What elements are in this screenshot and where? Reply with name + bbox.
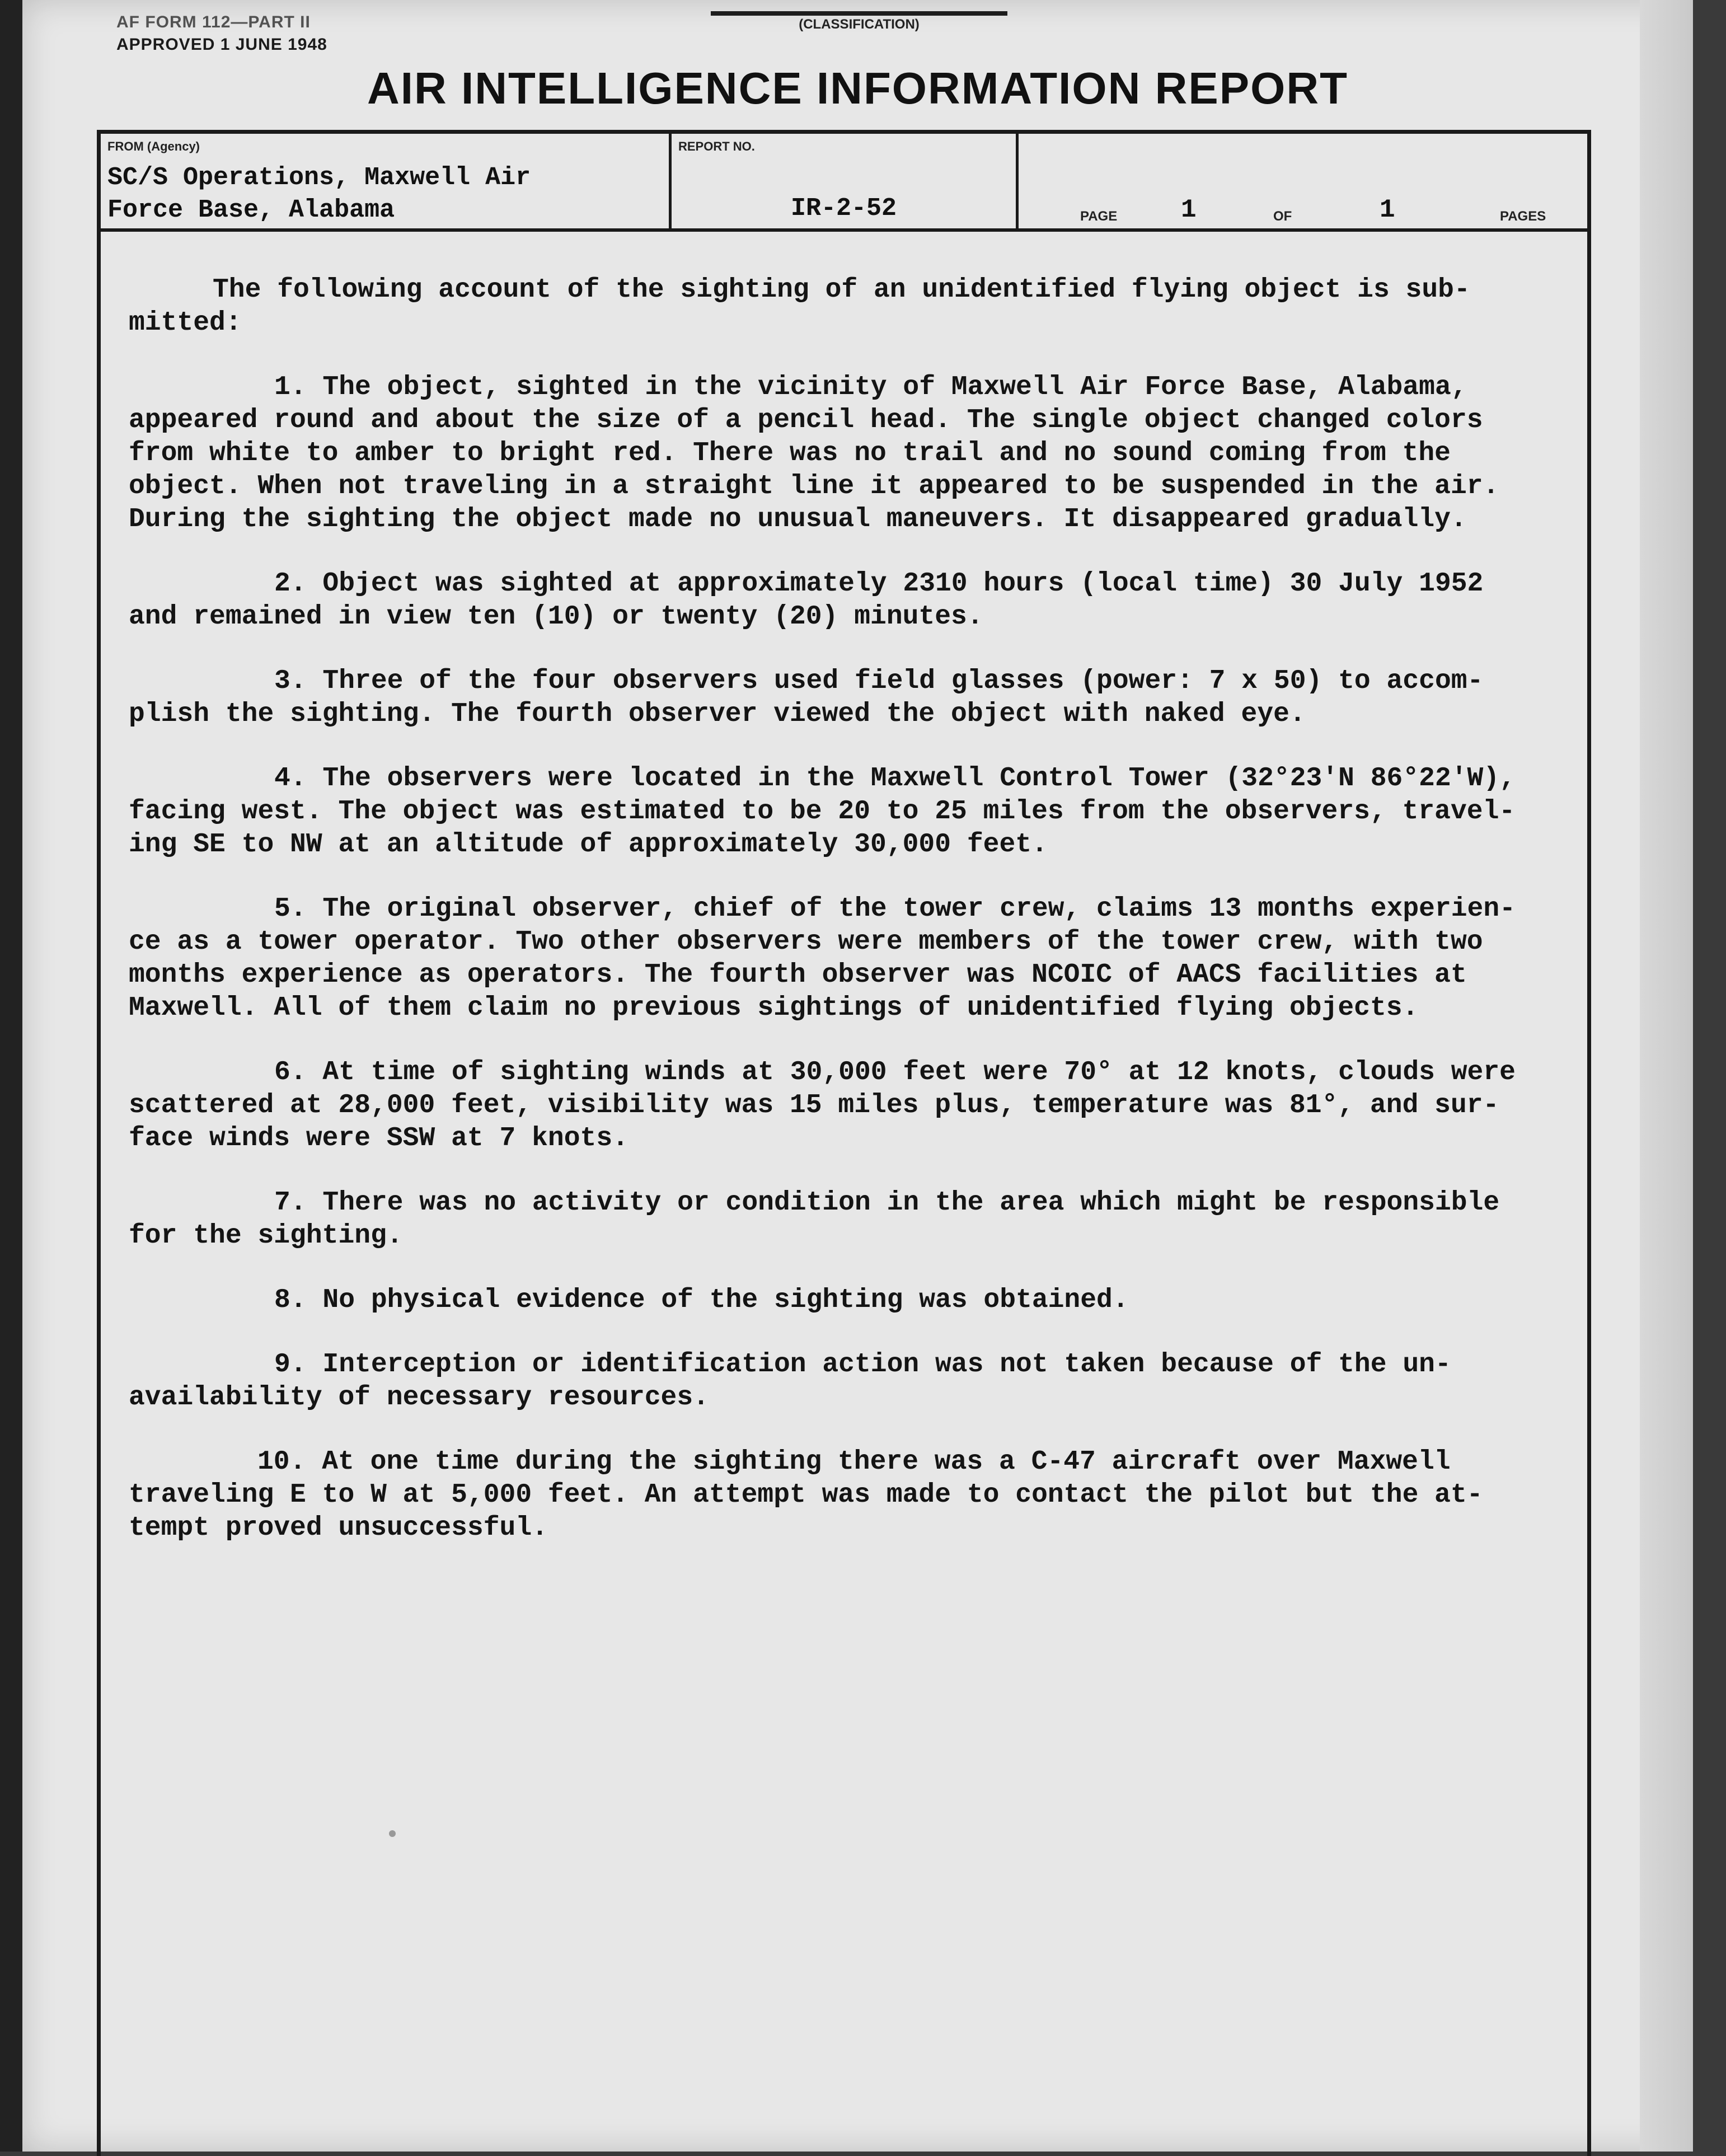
p4-line-3: ing SE to NW at an altitude of approximately 30,000 feet. (129, 829, 1048, 860)
from-cell (101, 134, 672, 228)
report-number-cell (672, 134, 1019, 228)
p5-line-4: Maxwell. All of them claim no previous sightings of unidentified flying objects. (129, 993, 1419, 1023)
page-number: 1 (1181, 195, 1197, 224)
approval-date: APPROVED 1 JUNE 1948 (116, 35, 327, 54)
p3-line-1: 3. Three of the four observers used field glasses (power: 7 x 50) to accom- (274, 666, 1484, 696)
p4-line-1: 4. The observers were located in the Maxwell Control Tower (32°23'N 86°22'W), (274, 763, 1516, 794)
paragraph-8 (129, 1284, 1584, 1317)
paragraph-1 (129, 371, 1584, 536)
p1-line-4: object. When not traveling in a straight line it appeared to be suspended in the air. (129, 471, 1499, 501)
paragraph-4 (129, 762, 1584, 861)
p2-line-1: 2. Object was sighted at approximately 2310 hours (local time) 30 July 1952 (274, 569, 1484, 599)
from-line-1: SC/S Operations, Maxwell Air (107, 163, 531, 192)
page-line (1019, 196, 1591, 224)
paragraph-10 (129, 1446, 1584, 1545)
scan-shadow (1640, 0, 1693, 2152)
p8-line-1: 8. No physical evidence of the sighting was obtained. (274, 1285, 1129, 1315)
from-line-2: Force Base, Alabama (107, 196, 395, 224)
p1-line-2: appeared round and about the size of a pencil head. The single object changed colors (129, 405, 1483, 435)
p10-line-3: tempt proved unsuccessful. (129, 1513, 548, 1543)
classification-label: (CLASSIFICATION) (799, 17, 920, 32)
intro-line-1: The following account of the sighting of an unidentified flying object is sub- (213, 275, 1470, 305)
classification-block (711, 11, 1007, 32)
total-pages: 1 (1380, 195, 1395, 224)
p3-line-2: plish the sighting. The fourth observer viewed the object with naked eye. (129, 699, 1306, 729)
classification-rule (711, 11, 1007, 16)
intro-line-2: mitted: (129, 308, 242, 338)
p1-line-5: During the sighting the object made no unusual maneuvers. It disappeared gradually. (129, 504, 1467, 535)
p6-line-3: face winds were SSW at 7 knots. (129, 1123, 629, 1154)
page-label: PAGE (1080, 209, 1118, 224)
p2-line-2: and remained in view ten (10) or twenty (20) minutes. (129, 602, 983, 632)
pages-label: PAGES (1500, 209, 1546, 224)
paragraph-9 (129, 1348, 1584, 1414)
p7-line-2: for the sighting. (129, 1221, 403, 1251)
form-number: AF FORM 112—PART II (116, 13, 311, 31)
p10-line-1: 10. At one time during the sighting there was a C-47 aircraft over Maxwell (257, 1447, 1451, 1477)
from-agency (107, 162, 531, 227)
p1-line-3: from white to amber to bright red. There was no trail and no sound coming from the (129, 438, 1451, 468)
scan-left-edge (0, 0, 22, 2152)
p9-line-1: 9. Interception or identification action was not taken because of the un- (274, 1349, 1451, 1380)
page-count-cell (1019, 134, 1591, 228)
report-number: IR-2-52 (790, 194, 897, 223)
p5-line-1: 5. The original observer, chief of the tower crew, claims 13 months experien- (274, 894, 1516, 924)
report-title: AIR INTELLIGENCE INFORMATION REPORT (367, 63, 1348, 113)
p5-line-2: ce as a tower operator. Two other observers were members of the tower crew, with two (129, 927, 1483, 957)
report-body (129, 274, 1584, 1545)
p10-line-2: traveling E to W at 5,000 feet. An attempt was made to contact the pilot but the at- (129, 1480, 1483, 1510)
from-label: FROM (Agency) (107, 139, 200, 153)
report-form (97, 130, 1591, 2156)
scan-speck (389, 1830, 396, 1837)
paragraph-7 (129, 1187, 1584, 1253)
paragraph-5 (129, 893, 1584, 1025)
report-no-label: REPORT NO. (678, 139, 755, 153)
p5-line-3: months experience as operators. The fourth observer was NCOIC of AACS facilities at (129, 960, 1467, 990)
paragraph-2 (129, 568, 1584, 634)
p4-line-2: facing west. The object was estimated to be 20 to 25 miles from the observers, travel- (129, 796, 1516, 827)
p7-line-1: 7. There was no activity or condition in the area which might be responsible (274, 1188, 1500, 1218)
paragraph-3 (129, 665, 1584, 731)
p1-line-1: 1. The object, sighted in the vicinity of Maxwell Air Force Base, Alabama, (274, 372, 1467, 402)
of-label: OF (1273, 209, 1292, 224)
report-sheet (22, 0, 1693, 2152)
report-header-row (101, 134, 1587, 232)
intro-paragraph (129, 274, 1584, 340)
p6-line-1: 6. At time of sighting winds at 30,000 feet were 70° at 12 knots, clouds were (274, 1057, 1516, 1088)
p6-line-2: scattered at 28,000 feet, visibility was 15 miles plus, temperature was 81°, and sur- (129, 1090, 1499, 1121)
p9-line-2: availability of necessary resources. (129, 1382, 709, 1413)
paragraph-6 (129, 1056, 1584, 1155)
form-header-block (116, 11, 327, 56)
